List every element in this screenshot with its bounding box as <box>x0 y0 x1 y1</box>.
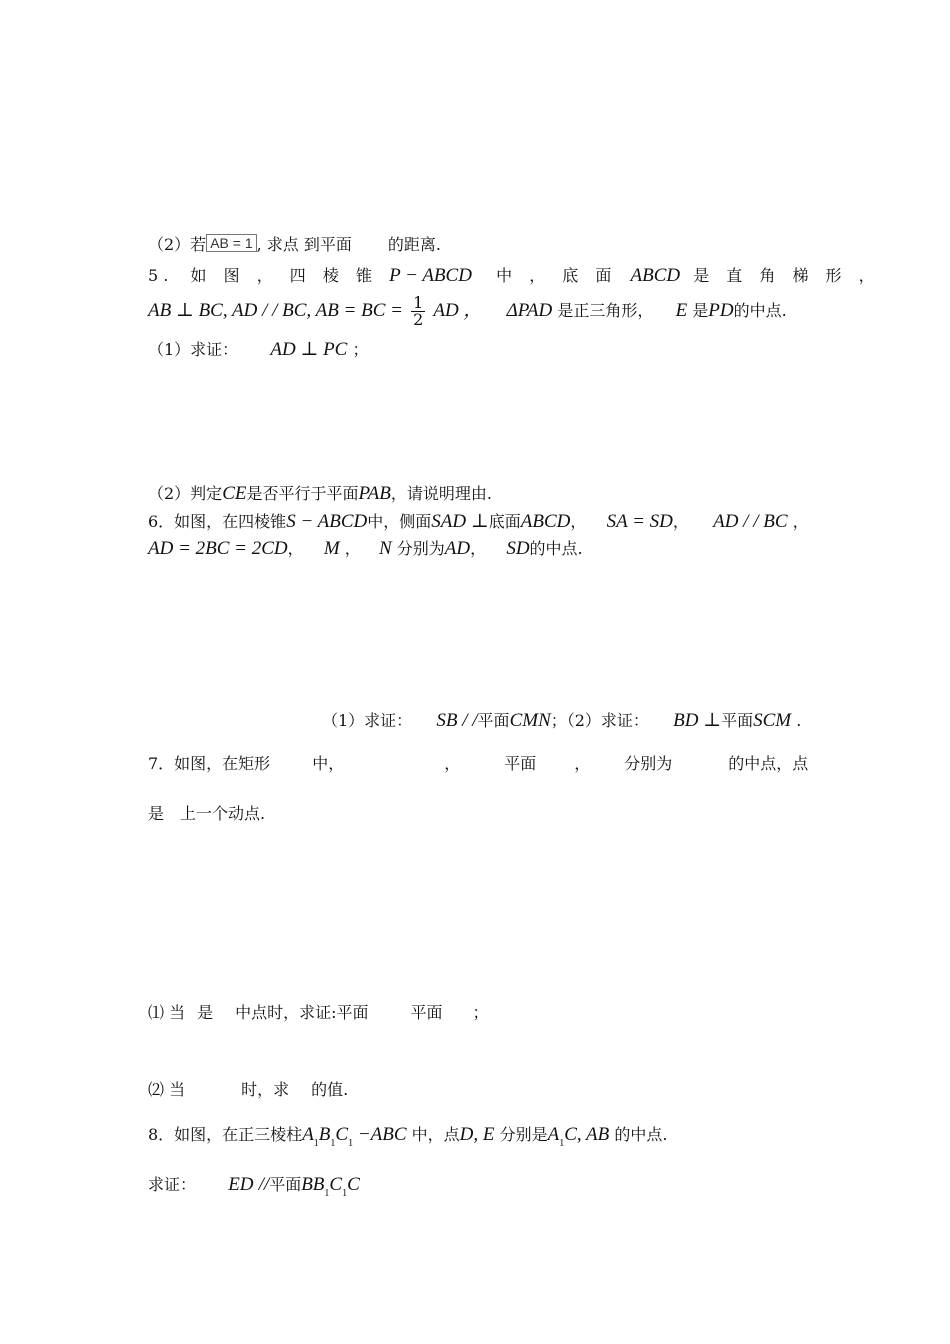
q7-l1-b: 中， <box>312 754 345 773</box>
q8-prism-b: B <box>318 1124 331 1145</box>
q5-part1-end: ； <box>352 340 369 359</box>
q4-part2-mid: , 求点 到平面 <box>256 235 352 254</box>
q7-l2-a: 是 <box>148 804 165 823</box>
q5-conditions: AB ⊥ BC, AD / / BC, AB = BC = <box>148 300 403 321</box>
q8-a1c-sub: 1 <box>559 1138 565 1149</box>
q8-c1: C <box>329 1174 343 1195</box>
q8-prove <box>148 1172 360 1207</box>
q8-sub-b1: 1 <box>330 1138 336 1149</box>
q6-part2-end: . <box>796 711 802 730</box>
q7-l2-b: 上一个动点. <box>180 804 266 823</box>
q8-prism-c: C <box>335 1124 349 1145</box>
q6-t2: 底面 <box>488 512 521 531</box>
q8-de: D, E <box>459 1124 495 1145</box>
q5-line1 <box>148 265 881 286</box>
q8-prism-abc: −ABC <box>357 1124 407 1145</box>
q6-sb: SB / / <box>436 710 478 731</box>
q4-part2 <box>148 234 441 255</box>
q5-ce: CE <box>222 483 247 504</box>
q6-l2d: ， <box>470 539 487 558</box>
q8-t1: 中，点 <box>411 1125 460 1144</box>
q8-line1 <box>148 1122 667 1157</box>
q6-line2 <box>148 539 583 559</box>
q8-c: C <box>347 1174 360 1195</box>
q6-part1-mid: 平面 <box>477 711 510 730</box>
q8-plane: 平面 <box>269 1175 302 1194</box>
q6-l2e: 的中点. <box>529 539 583 558</box>
q8-a1c-rest: C, AB <box>564 1124 610 1145</box>
q4-part2-suffix: 的距离. <box>387 235 441 254</box>
q7-l1-e: ， <box>574 754 591 773</box>
q5-part1-label: （1）求证： <box>148 340 239 359</box>
q6-l2b: ， <box>344 539 361 558</box>
q5-triangle-text: 是正三角形， <box>557 301 654 320</box>
q5-part2-mid: 是否平行于平面 <box>246 484 359 503</box>
q6-ad-bc: AD / / BC <box>713 511 788 532</box>
q8-ed: ED <box>228 1174 254 1195</box>
q8-bb: BB <box>301 1174 325 1195</box>
q6-l2a: ， <box>287 539 304 558</box>
q6-bd: BD ⊥ <box>673 710 722 731</box>
q7-part2 <box>148 1080 348 1100</box>
q6-line1 <box>148 512 809 532</box>
q8-prism <box>302 1124 407 1149</box>
q8-sub-a1: 1 <box>313 1138 319 1149</box>
q8-a1c <box>547 1124 610 1149</box>
fraction-half <box>411 295 425 328</box>
q5-cond-end: AD ， <box>433 300 483 321</box>
q6-n: N <box>378 538 392 559</box>
q5-part1-math: AD ⊥ PC <box>270 339 348 360</box>
q5-base: ABCD <box>630 265 681 286</box>
q6-solid: S − ABCD <box>286 511 368 532</box>
q6-t5: ， <box>792 512 809 531</box>
q6-t4: ， <box>672 512 689 531</box>
q6-cmn: CMN <box>509 710 551 731</box>
q7-l1-c: ， <box>444 754 461 773</box>
q7-line1 <box>148 754 808 774</box>
q5-part2 <box>148 484 492 504</box>
q4-part2-prefix: （2）若 <box>148 235 207 254</box>
q8-bb1c1c <box>301 1174 360 1199</box>
q8-start: 8．如图，在正三棱柱 <box>148 1125 303 1144</box>
q5-number: 5 . <box>148 266 169 285</box>
q8-sub-b1: 1 <box>324 1188 330 1199</box>
q6-part1-end: ；（2）求证： <box>550 711 649 730</box>
q7-p1-c: 中点时，求证:平面 <box>235 1003 369 1022</box>
q5-part2-end: ，请说明理由. <box>390 484 492 503</box>
q8-sub-c1: 1 <box>348 1138 354 1149</box>
q7-l1-d: 平面 <box>504 754 537 773</box>
q6-t1: 中，侧面 <box>367 512 432 531</box>
q6-parts <box>322 711 801 731</box>
q6-t3: ， <box>570 512 587 531</box>
q8-prove-label: 求证： <box>148 1175 197 1194</box>
q8-sub-c1: 1 <box>342 1188 348 1199</box>
q5-intro: 如 图 ， 四 棱 锥 <box>190 266 378 285</box>
q7-l1-g: 的中点，点 <box>728 754 809 773</box>
q6-ad: AD <box>444 538 471 559</box>
q5-line2 <box>148 294 787 328</box>
q6-abcd: ABCD <box>520 511 571 532</box>
q8-t3: 的中点. <box>614 1125 668 1144</box>
q8-parallel: // <box>258 1174 270 1195</box>
q7-p1-d: 平面 <box>410 1003 443 1022</box>
q5-solid: P − ABCD <box>389 265 472 286</box>
q5-part1 <box>148 340 368 360</box>
q7-p1-e: ； <box>472 1003 489 1022</box>
q7-l1-a: 7．如图，在矩形 <box>148 754 271 773</box>
q7-part1 <box>148 1003 489 1023</box>
q6-l2c: 分别为 <box>396 539 445 558</box>
q6-ad-eq: AD = 2BC = 2CD <box>148 538 288 559</box>
q8-a1c-a: A <box>547 1124 560 1145</box>
q8-prism-a: A <box>302 1124 314 1145</box>
q6-m: M <box>323 538 340 559</box>
q5-part2-label: （2）判定 <box>148 484 223 503</box>
q7-p2-c: 的值. <box>311 1080 349 1099</box>
q7-p2-a: ⑵ 当 <box>148 1080 186 1099</box>
q5-triangle: ΔPAD <box>506 300 553 321</box>
q8-t2: 分别是 <box>499 1125 548 1144</box>
q5-pab: PAB <box>358 483 391 504</box>
q6-part1-label: （1）求证： <box>322 711 413 730</box>
fraction-denominator: 2 <box>413 310 424 329</box>
q5-mid2: 是 直 角 梯 形 ， <box>693 266 881 285</box>
q7-p1-b: 是 <box>197 1003 214 1022</box>
q5-mid1: 中 ， 底 面 <box>496 266 618 285</box>
fraction-numerator: 1 <box>413 293 424 312</box>
q5-point-e: E <box>675 300 688 321</box>
q5-e-text: 是 <box>692 301 709 320</box>
q5-pd: PD <box>708 300 734 321</box>
q6-scm: SCM <box>753 710 792 731</box>
formula-box: AB = 1 <box>206 234 256 252</box>
q6-sd: SD <box>506 538 530 559</box>
q7-line2 <box>148 804 265 824</box>
q7-l1-f: 分别为 <box>624 754 673 773</box>
q6-sad: SAD ⊥ <box>431 511 489 532</box>
q7-p2-b: 时，求 <box>241 1080 290 1099</box>
q6-sa-sd: SA = SD <box>606 511 673 532</box>
q6-part2-mid: 平面 <box>721 711 754 730</box>
q5-pd-text: 的中点. <box>733 301 787 320</box>
q7-p1-a: ⑴ 当 <box>148 1003 186 1022</box>
q6-start: 6．如图，在四棱锥 <box>148 512 287 531</box>
